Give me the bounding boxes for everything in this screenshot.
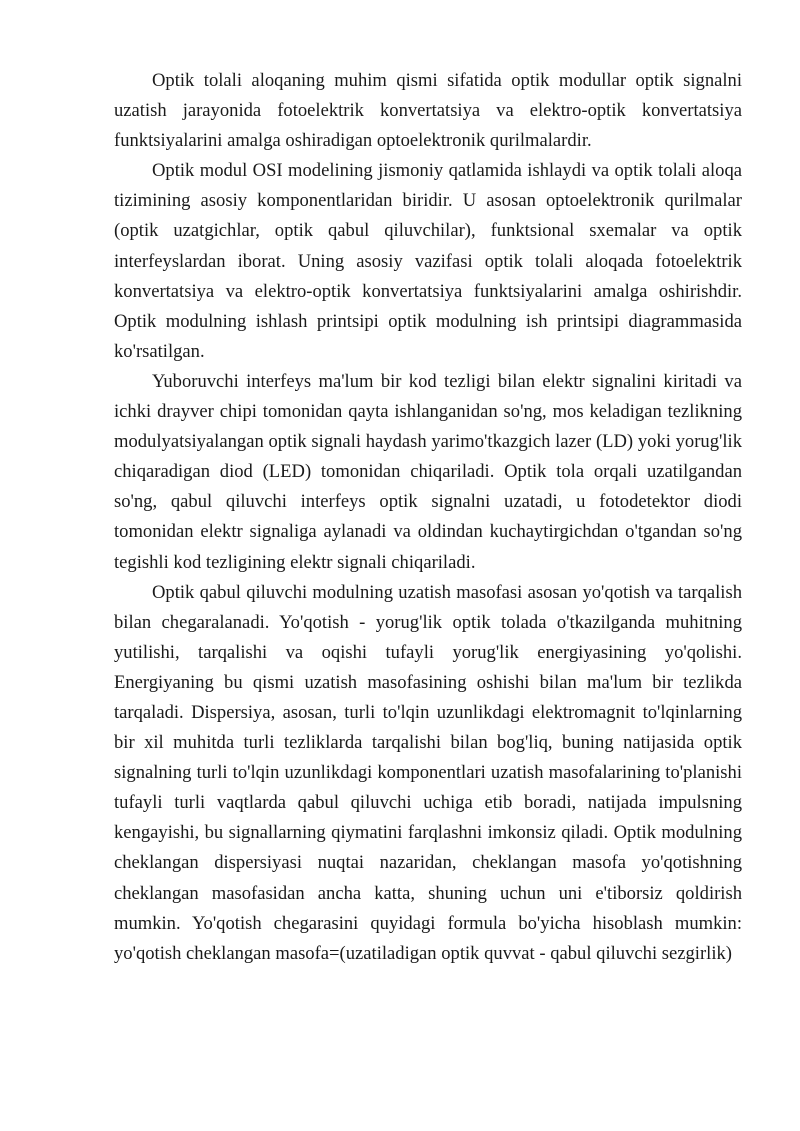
document-body — [114, 66, 742, 969]
paragraph-transmission-distance: Optik qabul qiluvchi modulning uzatish masofasi asosan yo'qotish va tarqalish bilan chegaralanadi. Yo'qotish - yorug'lik optik tolada o'tkazilganda muhitning yutilishi, tarqalishi va oqishi tufayli yorug'lik energiyasining yo'qolishi. Energiyaning bu qismi uzatish masofasining oshishi bilan ma'lum bir tezlikda tarqaladi. Dispersiya, asosan, turli to'lqin uzunlikdagi elektromagnit to'lqinlarning bir xil muhitda turli tezliklarda tarqalishi bilan bog'liq, buning natijasida optik signalning turli to'lqin uzunlikdagi komponentlari uzatish masofalarining to'planishi tufayli turli vaqtlarda qabul qiluvchi uchiga etib boradi, natijada impulsning kengayishi, bu signallarning qiymatini farqlashni imkonsiz qiladi. Optik modulning cheklangan dispersiyasi nuqtai nazaridan, cheklangan masofa yo'qotishning cheklangan masofasidan ancha katta, shuning uchun uni e'tiborsiz qoldirish mumkin. Yo'qotish chegarasini quyidagi formula bo'yicha hisoblash mumkin: yo'qotish cheklangan masofa=(uzatiladigan optik quvvat - qabul qiluvchi sezgirlik) — [114, 581, 742, 964]
paragraph-transmit-receive-principle: Yuboruvchi interfeys ma'lum bir kod tezligi bilan elektr signalini kiritadi va ichki drayver chipi tomonidan qayta ishlanganidan so'ng, mos keladigan tezlikning modulyatsiyalangan optik signali haydash yarimo'tkazgich lazer (LD) yoki yorug'lik chiqaradigan diod (LED) tomonidan chiqariladi. Optik tola orqali uzatilgandan so'ng, qabul qiluvchi interfeys optik signalni uzatadi, u fotodetektor diodi tomonidan elektr signaliga aylanadi va oldindan kuchaytirgichdan o'tgandan so'ng tegishli kod tezligining elektr signali chiqariladi. — [114, 370, 742, 573]
paragraph-osi-physical-layer: Optik modul OSI modelining jismoniy qatlamida ishlaydi va optik tolali aloqa tizimining asosiy komponentlaridan biridir. U asosan optoelektronik qurilmalar (optik uzatgichlar, optik qabul qiluvchilar), funktsional sxemalar va optik interfeyslardan iborat. Uning asosiy vazifasi optik tolali aloqada fotoelektrik konvertatsiya va elektro-optik konvertatsiya funktsiyalarini amalga oshirishdir. Optik modulning ishlash printsipi optik modulning ish printsipi diagrammasida ko'rsatilgan. — [114, 160, 742, 362]
paragraph-optical-modules-intro: Optik tolali aloqaning muhim qismi sifatida optik modullar optik signalni uzatish jarayonida fotoelektrik konvertatsiya va elektro-optik konvertatsiya funktsiyalarini amalga oshiradigan optoelektronik qurilmalardir. — [114, 70, 742, 152]
